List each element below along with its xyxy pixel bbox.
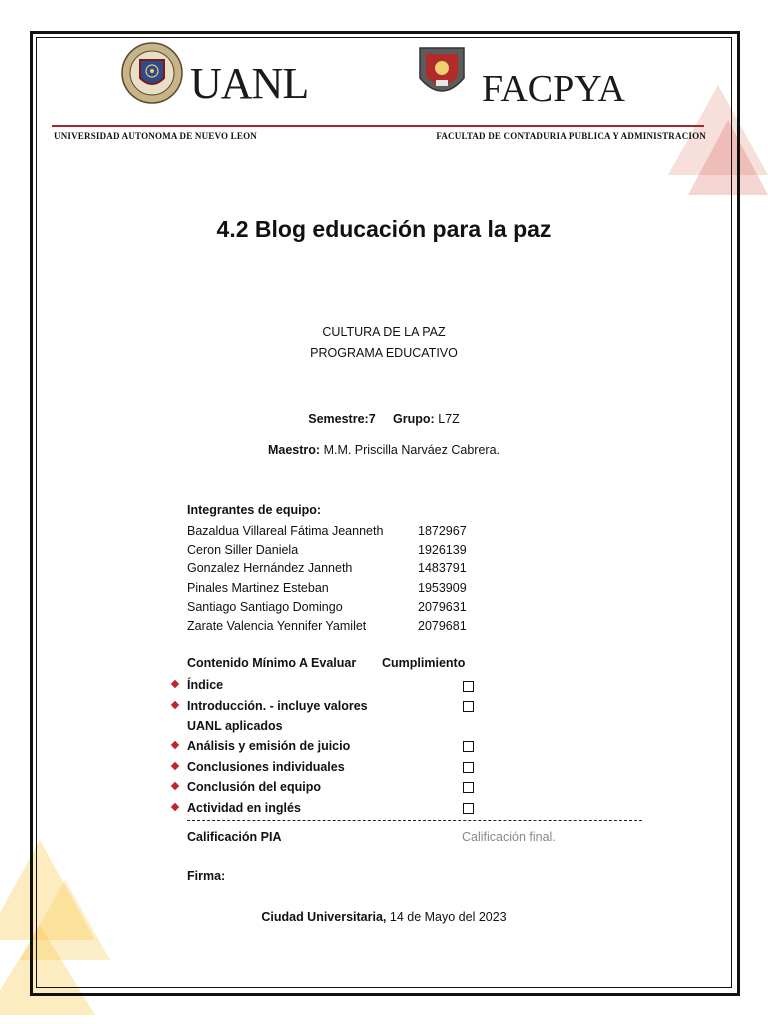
program-name: PROGRAMA EDUCATIVO bbox=[310, 346, 458, 360]
criterion-checkbox[interactable] bbox=[463, 762, 474, 773]
criterion-checkbox[interactable] bbox=[463, 701, 474, 712]
final-grade-field[interactable]: Calificación final. bbox=[462, 830, 556, 844]
page-border-inner bbox=[36, 37, 732, 988]
divider bbox=[187, 820, 642, 821]
grade-label: Calificación PIA bbox=[187, 830, 282, 844]
teacher-label: Maestro: bbox=[267, 443, 321, 457]
criterion-label: Conclusiones individuales bbox=[187, 760, 345, 774]
member-id: 1953909 bbox=[418, 581, 467, 595]
facpya-shield-icon bbox=[416, 42, 468, 104]
member-name: Zarate Valencia Yennifer Yamilet bbox=[187, 619, 367, 633]
faculty-name: FACULTAD DE CONTADURIA PUBLICA Y ADMINISTRACION bbox=[436, 131, 706, 141]
signature-label: Firma: bbox=[187, 869, 226, 883]
criteria-heading: Contenido Mínimo A Evaluar bbox=[187, 656, 357, 670]
subject-name: CULTURA DE LA PAZ bbox=[322, 325, 446, 339]
semester-value: 7 bbox=[368, 412, 376, 426]
header-rule bbox=[52, 125, 704, 127]
semester-label: Semestre: bbox=[308, 412, 369, 426]
teacher-name: M.M. Priscilla Narváez Cabrera bbox=[323, 443, 497, 457]
uanl-seal-icon bbox=[121, 42, 183, 104]
compliance-heading: Cumplimiento bbox=[382, 656, 466, 670]
criterion-label: Introducción. - incluye valores bbox=[187, 699, 368, 713]
member-id: 1483791 bbox=[418, 561, 467, 575]
semester-group-line bbox=[0, 412, 768, 426]
member-name: Gonzalez Hernández Janneth bbox=[187, 561, 353, 575]
member-name: Bazaldua Villareal Fátima Jeanneth bbox=[187, 524, 384, 538]
criterion-label: Conclusión del equipo bbox=[187, 780, 322, 794]
footer-place: Ciudad Universitaria, bbox=[261, 910, 387, 924]
member-id: 1926139 bbox=[418, 543, 467, 557]
group-value: L7Z bbox=[438, 412, 460, 426]
uanl-logo-text: UANL bbox=[190, 59, 309, 108]
criterion-checkbox[interactable] bbox=[463, 803, 474, 814]
criterion-checkbox[interactable] bbox=[463, 681, 474, 692]
member-name: Santiago Santiago Domingo bbox=[187, 600, 343, 614]
member-id: 2079681 bbox=[418, 619, 467, 633]
member-id: 2079631 bbox=[418, 600, 467, 614]
member-name: Ceron Siller Daniela bbox=[187, 543, 299, 557]
member-name: Pinales Martinez Esteban bbox=[187, 581, 329, 595]
team-heading: Integrantes de equipo: bbox=[187, 503, 322, 517]
criterion-label: Actividad en inglés bbox=[187, 801, 301, 815]
criterion-label: Índice bbox=[187, 678, 224, 692]
criterion-checkbox[interactable] bbox=[463, 782, 474, 793]
teacher-line bbox=[0, 443, 768, 457]
criterion-checkbox[interactable] bbox=[463, 741, 474, 752]
group-label: Grupo: bbox=[393, 412, 435, 426]
university-name: UNIVERSIDAD AUTONOMA DE NUEVO LEON bbox=[54, 131, 257, 141]
facpya-logo-text: FACPYA bbox=[482, 68, 625, 110]
footer-line bbox=[0, 910, 768, 924]
criterion-label: Análisis y emisión de juicio bbox=[187, 739, 351, 753]
member-id: 1872967 bbox=[418, 524, 467, 538]
document-title: 4.2 Blog educación para la paz bbox=[216, 216, 552, 242]
criterion-label-continuation: UANL aplicados bbox=[187, 719, 283, 733]
teacher-suffix: . bbox=[496, 443, 501, 457]
footer-date: 14 de Mayo del 2023 bbox=[389, 910, 507, 924]
